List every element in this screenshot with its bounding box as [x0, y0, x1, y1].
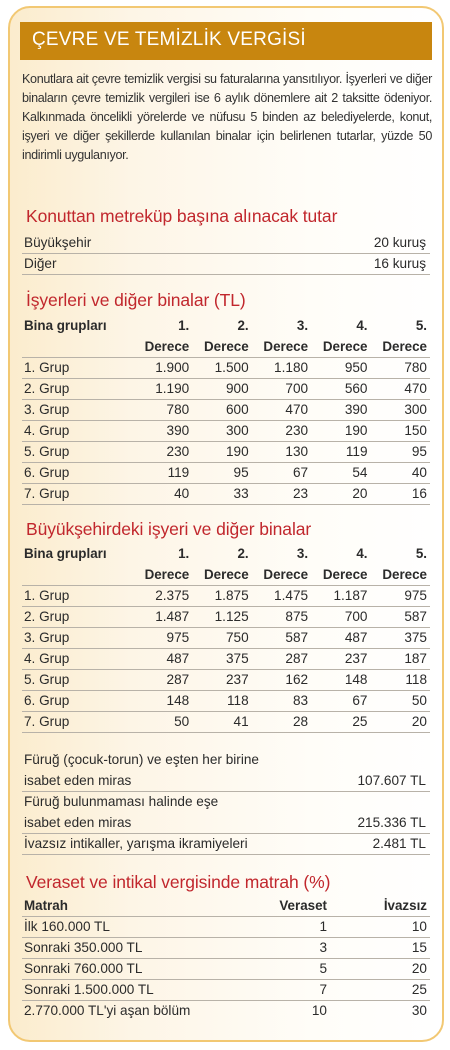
- inheritance-line: [22, 771, 430, 792]
- value-cell: 975: [133, 627, 192, 648]
- value-cell: 300: [192, 420, 251, 441]
- group-cell: 5. Grup: [22, 669, 133, 690]
- value-cell: 190: [192, 441, 251, 462]
- inheritance-line: [22, 813, 430, 834]
- degree-word-header: Derece: [371, 336, 431, 357]
- konut-row-label: Diğer: [24, 256, 57, 271]
- degree-number-header: 2.: [237, 318, 249, 333]
- table-row: [22, 483, 430, 504]
- value-cell: 287: [133, 669, 192, 690]
- group-cell: 3. Grup: [22, 399, 133, 420]
- intro-paragraph: Konutlara ait çevre temizlik vergisi su faturalarına yansıtılıyor. İşyerleri ve diğer binaların çevre temizlik vergileri ise 6 aylık dönemlere ait 2 taksitte ödeniyor. Kalkınmada öncelikli yörelerde ve nüfusu 5 binden az belediyelerde, konut, işyeri ve diğer şekillerde kullanılan binalar için belirlenen tutarlar, yüzde 50 indirimli uygulanıyor.: [22, 72, 432, 162]
- value-cell: 118: [192, 690, 251, 711]
- value-cell: 23: [252, 483, 311, 504]
- value-cell: 67: [311, 690, 370, 711]
- value-cell: 780: [133, 399, 192, 420]
- value-cell: 2.375: [133, 585, 192, 606]
- value-cell: 40: [371, 462, 431, 483]
- veraset-cell: 1: [230, 916, 330, 937]
- ivazsiz-cell: 30: [411, 1003, 427, 1019]
- value-cell: 28: [252, 711, 311, 732]
- value-cell: 875: [252, 606, 311, 627]
- value-cell: 25: [311, 711, 370, 732]
- matrah-cell: Sonraki 350.000 TL: [22, 937, 230, 958]
- inheritance-line: [22, 792, 430, 813]
- group-cell: 3. Grup: [22, 627, 133, 648]
- value-cell: 118: [371, 669, 431, 690]
- degree-number-header: 3.: [296, 318, 309, 333]
- table-row: [22, 711, 430, 732]
- group-cell: 6. Grup: [22, 462, 133, 483]
- matrah-cell: Sonraki 1.500.000 TL: [22, 979, 230, 1000]
- degree-word-header: Derece: [252, 336, 311, 357]
- veraset-cell: 5: [230, 958, 330, 979]
- table-row: [22, 648, 430, 669]
- degree-number-header: 3.: [296, 546, 309, 561]
- value-cell: 560: [311, 378, 370, 399]
- buyuksehir-header-row: [22, 543, 430, 564]
- group-cell: 1. Grup: [22, 585, 133, 606]
- value-cell: 119: [311, 441, 370, 462]
- group-cell: 7. Grup: [22, 711, 133, 732]
- value-cell: 1.475: [252, 585, 311, 606]
- degree-word-header: Derece: [192, 336, 251, 357]
- value-cell: 1.190: [133, 378, 192, 399]
- value-cell: 300: [371, 399, 431, 420]
- ivazsiz-cell: 10: [330, 916, 430, 937]
- table-row: [22, 399, 430, 420]
- matrah-cell: 2.770.000 TL'yi aşan bölüm: [24, 1003, 191, 1019]
- value-cell: 487: [311, 627, 370, 648]
- value-cell: 148: [311, 669, 370, 690]
- ivazsiz-cell: 20: [330, 958, 430, 979]
- degree-number-header: 4.: [356, 318, 368, 333]
- table-row: [22, 378, 430, 399]
- table-row: [22, 669, 430, 690]
- inheritance-label: İvazsız intikaller, yarışma ikramiyeleri: [24, 836, 248, 851]
- degree-word-header: Derece: [311, 564, 370, 585]
- degree-number-header: 2.: [237, 546, 249, 561]
- value-cell: 470: [252, 399, 311, 420]
- group-cell: 7. Grup: [22, 483, 133, 504]
- table-row: [22, 420, 430, 441]
- value-cell: 119: [133, 462, 192, 483]
- value-cell: 54: [311, 462, 370, 483]
- value-cell: 700: [311, 606, 370, 627]
- value-cell: 148: [133, 690, 192, 711]
- header-spacer: [22, 336, 133, 357]
- value-cell: 162: [252, 669, 311, 690]
- value-cell: 1.875: [192, 585, 251, 606]
- degree-number-header: 1.: [178, 318, 190, 333]
- value-cell: 390: [133, 420, 192, 441]
- table-row: [22, 462, 430, 483]
- value-cell: 950: [311, 357, 370, 378]
- konut-row: [22, 254, 430, 275]
- degree-word-header: Derece: [133, 564, 192, 585]
- buyuksehir-table: [22, 543, 430, 733]
- inheritance-value: 215.336 TL: [357, 815, 426, 830]
- value-cell: 130: [252, 441, 311, 462]
- value-cell: 1.500: [192, 357, 251, 378]
- degree-word-header: Derece: [252, 564, 311, 585]
- value-cell: 83: [252, 690, 311, 711]
- value-cell: 41: [192, 711, 251, 732]
- degree-number-header: 5.: [415, 318, 427, 333]
- value-cell: 230: [252, 420, 311, 441]
- group-column-header: Bina grupları: [24, 546, 107, 561]
- value-cell: 600: [192, 399, 251, 420]
- value-cell: 1.187: [311, 585, 370, 606]
- value-cell: 1.180: [252, 357, 311, 378]
- value-cell: 230: [133, 441, 192, 462]
- buyuksehir-section-title: Büyükşehirdeki işyeri ve diğer binalar: [26, 519, 312, 539]
- inheritance-label: Füruğ (çocuk-torun) ve eşten her birine: [24, 752, 259, 767]
- page-title: ÇEVRE VE TEMİZLİK VERGİSİ: [32, 29, 306, 50]
- group-cell: 6. Grup: [22, 690, 133, 711]
- value-cell: 487: [133, 648, 192, 669]
- isyeri-section-title: İşyerleri ve diğer binalar (TL): [26, 290, 246, 310]
- value-cell: 375: [192, 648, 251, 669]
- column-header: Veraset: [230, 895, 330, 916]
- value-cell: 20: [311, 483, 370, 504]
- value-cell: 20: [371, 711, 431, 732]
- value-cell: 587: [252, 627, 311, 648]
- degree-word-header: Derece: [192, 564, 251, 585]
- group-cell: 2. Grup: [22, 378, 133, 399]
- inheritance-label: isabet eden miras: [24, 773, 132, 788]
- value-cell: 470: [371, 378, 431, 399]
- veraset-section-title: Veraset ve intikal vergisinde matrah (%): [26, 872, 331, 892]
- column-header: İvazsız: [330, 895, 430, 916]
- degree-word-header: Derece: [133, 336, 192, 357]
- veraset-cell: 10: [311, 1003, 327, 1019]
- inheritance-line: [22, 834, 430, 855]
- konut-row: [22, 233, 430, 254]
- value-cell: 237: [311, 648, 370, 669]
- table-row: [22, 627, 430, 648]
- konut-section-title: Konuttan metreküp başına alınacak tutar: [26, 206, 338, 226]
- inheritance-block: [22, 750, 430, 855]
- value-cell: 16: [371, 483, 431, 504]
- inheritance-line: [22, 750, 430, 771]
- inheritance-value: 2.481 TL: [372, 836, 426, 851]
- value-cell: 67: [252, 462, 311, 483]
- isyeri-header-row: [22, 336, 430, 357]
- value-cell: 40: [133, 483, 192, 504]
- value-cell: 33: [192, 483, 251, 504]
- group-cell: 4. Grup: [22, 420, 133, 441]
- degree-number-header: 1.: [178, 546, 190, 561]
- group-cell: 2. Grup: [22, 606, 133, 627]
- veraset-cell: 3: [230, 937, 330, 958]
- table-row: [22, 441, 430, 462]
- veraset-table: [22, 895, 430, 1021]
- value-cell: 1.487: [133, 606, 192, 627]
- column-header: Matrah: [22, 895, 230, 916]
- konut-row-value: 20 kuruş: [373, 235, 426, 250]
- matrah-cell: İlk 160.000 TL: [22, 916, 230, 937]
- value-cell: 237: [192, 669, 251, 690]
- value-cell: 1.125: [192, 606, 251, 627]
- value-cell: 50: [133, 711, 192, 732]
- table-row: [22, 916, 430, 937]
- inheritance-label: isabet eden miras: [24, 815, 132, 830]
- buyuksehir-header-row: [22, 564, 430, 585]
- table-row: [22, 958, 430, 979]
- value-cell: 95: [371, 441, 431, 462]
- isyeri-header-row: [22, 315, 430, 336]
- table-row: [22, 585, 430, 606]
- table-row: [22, 357, 430, 378]
- value-cell: 700: [252, 378, 311, 399]
- table-row: [22, 979, 430, 1000]
- isyeri-table: [22, 315, 430, 505]
- value-cell: 390: [311, 399, 370, 420]
- value-cell: 587: [371, 606, 431, 627]
- table-row: [22, 690, 430, 711]
- value-cell: 50: [371, 690, 431, 711]
- value-cell: 750: [192, 627, 251, 648]
- veraset-header-row: [22, 895, 430, 916]
- header-spacer: [22, 564, 133, 585]
- value-cell: 150: [371, 420, 431, 441]
- konut-row-label: Büyükşehir: [24, 235, 92, 250]
- group-cell: 5. Grup: [22, 441, 133, 462]
- veraset-cell: 7: [230, 979, 330, 1000]
- ivazsiz-cell: 15: [330, 937, 430, 958]
- degree-word-header: Derece: [311, 336, 370, 357]
- group-cell: 1. Grup: [22, 357, 133, 378]
- group-column-header: Bina grupları: [24, 318, 107, 333]
- ivazsiz-cell: 25: [330, 979, 430, 1000]
- value-cell: 190: [311, 420, 370, 441]
- inheritance-label: Füruğ bulunmaması halinde eşe: [24, 794, 219, 809]
- konut-row-value: 16 kuruş: [373, 256, 426, 271]
- table-row: [22, 606, 430, 627]
- table-row: [22, 937, 430, 958]
- value-cell: 375: [371, 627, 431, 648]
- table-row: [22, 1000, 430, 1021]
- value-cell: 95: [192, 462, 251, 483]
- inheritance-value: 107.607 TL: [357, 773, 426, 788]
- value-cell: 287: [252, 648, 311, 669]
- group-cell: 4. Grup: [22, 648, 133, 669]
- matrah-cell: Sonraki 760.000 TL: [22, 958, 230, 979]
- value-cell: 1.900: [133, 357, 192, 378]
- value-cell: 780: [371, 357, 431, 378]
- degree-word-header: Derece: [371, 564, 431, 585]
- title-bar: [20, 22, 432, 60]
- degree-number-header: 5.: [415, 546, 427, 561]
- value-cell: 975: [371, 585, 431, 606]
- value-cell: 900: [192, 378, 251, 399]
- value-cell: 187: [371, 648, 431, 669]
- degree-number-header: 4.: [356, 546, 368, 561]
